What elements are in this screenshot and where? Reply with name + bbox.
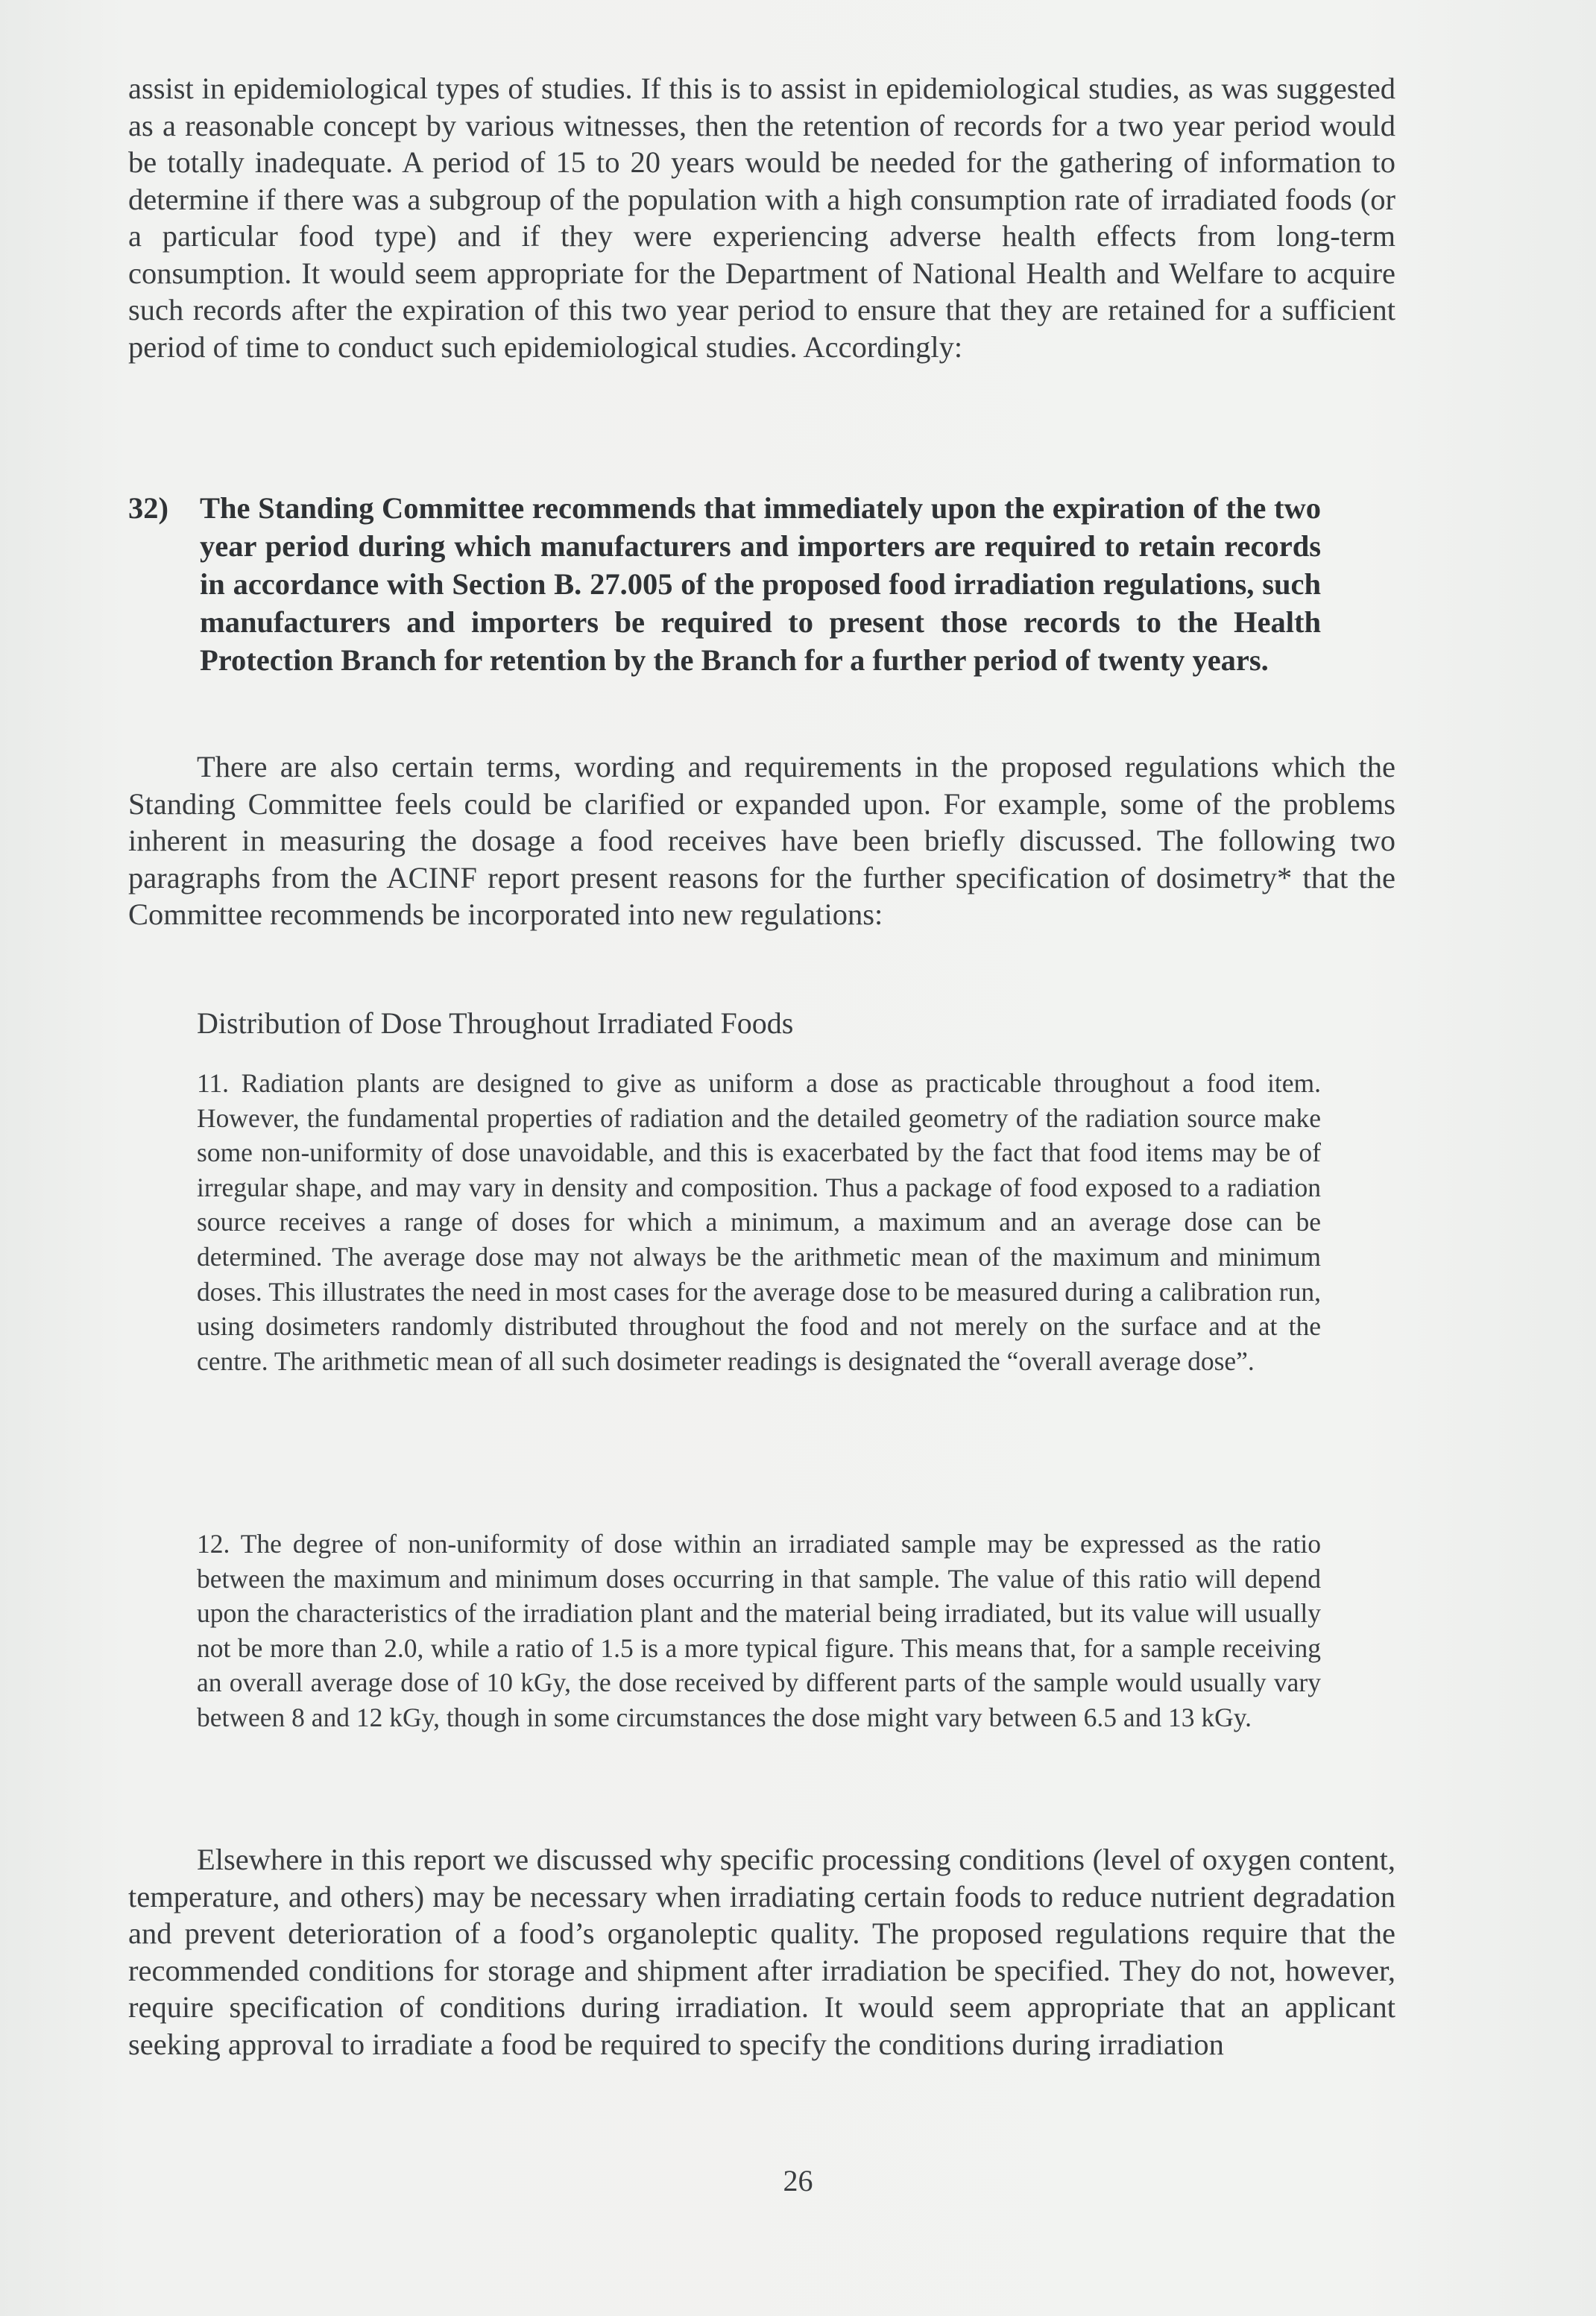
paragraph-processing-conditions: Elsewhere in this report we discussed why specific processing conditions (level of oxygen content, temperature, and others) may be necessary when irradiating certain foods to reduce nutrient degradation and prevent deterioration of a food’s organoleptic quality. The proposed regulations require that the recommended conditions for storage and shipment after irradiation be specified. They do not, however, require specification of conditions during irradiation. It would seem appropriate that an applicant seeking approval to irradiate a food be required to specify the conditions during irradiation (128, 1843, 1395, 2061)
quoted-paragraph-11: 11. Radiation plants are designed to give as uniform a dose as practicable throughout a food item. However, the fundamental properties of radiation and the detailed geometry of the radiation source make some non-uniformity of dose unavoidable, and this is exacerbated by the fact that food items may be of irregular shape, and may vary in density and composition. Thus a package of food exposed to a radiation source receives a range of doses for which a minimum, a maximum and an average dose can be determined. The average dose may not always be the arithmetic mean of the maximum and minimum doses. This illustrates the need in most cases for the average dose to be measured during a calibration run, using dosimeters randomly distributed throughout the food and not merely on the surface and at the centre. The arithmetic mean of all such dosimeter readings is designated the “overall average dose”. (197, 1068, 1321, 1376)
recommendation-number: 32) (128, 491, 168, 525)
paragraph-terms-wording: There are also certain terms, wording and requirements in the proposed regulations which the Standing Committee feels could be clarified or expanded upon. For example, some of the problems inherent in measuring the dosage a food receives have been briefly discussed. The following two paragraphs from the ACINF report present reasons for the further specification of dosimetry* that the Committee recommends be incorporated into new regulations: (128, 750, 1395, 931)
quote-heading: Distribution of Dose Throughout Irradiated Foods (197, 1006, 794, 1040)
recommendation-text: The Standing Committee recommends that immediately upon the expiration of the two year period during which manufacturers and importers are required to retain records in accordance with Section B. 27.005 of the proposed food irradiation regulations, such manufacturers and importers be required to present those records to the Health Protection Branch for retention by the Branch for a further period of twenty years. (200, 491, 1321, 677)
page-number: 26 (783, 2164, 813, 2197)
recommendation-32 (128, 489, 1321, 679)
quoted-paragraph-12: 12. The degree of non-uniformity of dose within an irradiated sample may be expressed as the ratio between the maximum and minimum doses occurring in that sample. The value of this ratio will depend upon the characteristics of the irradiation plant and the material being irradiated, but its value will usually not be more than 2.0, while a ratio of 1.5 is a more typical figure. This means that, for a sample receiving an overall average dose of 10 kGy, the dose received by different parts of the sample would usually vary between 8 and 12 kGy, though in some circumstances the dose might vary between 6.5 and 13 kGy. (197, 1529, 1321, 1732)
paragraph-epidemiological-records: assist in epidemiological types of studies. If this is to assist in epidemiological studies, as was suggested as a reasonable concept by various witnesses, then the retention of records for a two year period would be totally inadequate. A period of 15 to 20 years would be needed for the gathering of information to determine if there was a subgroup of the population with a high consumption rate of irradiated foods (or a particular food type) and if they were experiencing adverse health effects from long-term consumption. It would seem appropriate for the Department of National Health and Welfare to acquire such records after the expiration of this two year period to ensure that they are retained for a sufficient period of time to conduct such epidemiological studies. Accordingly: (128, 72, 1395, 364)
